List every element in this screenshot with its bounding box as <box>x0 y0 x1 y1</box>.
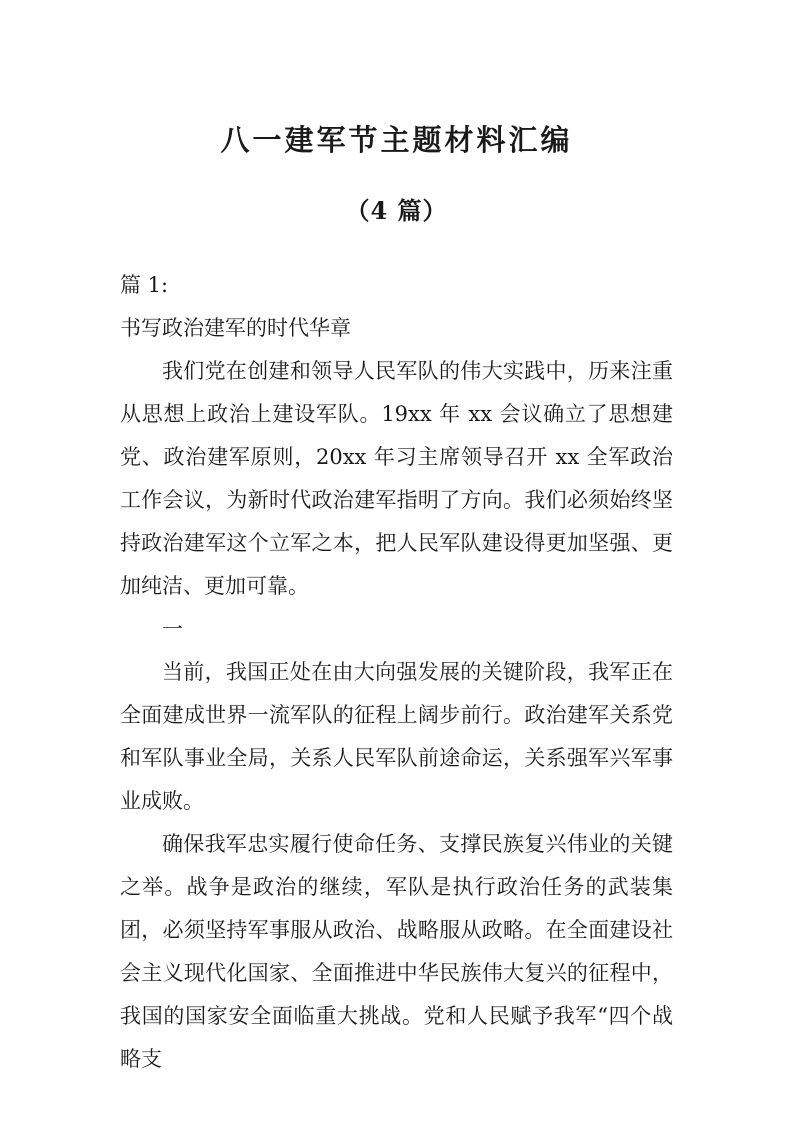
section-label: 篇 1: <box>120 273 169 297</box>
document-subtitle: （4 篇） <box>345 196 448 225</box>
paragraph: 当前，我国正处在由大向强发展的关键阶段，我军正在全面建成世界一流军队的征程上阔步前行。政治建军关系党和军队事业全局，关系人民军队前途命运，关系强军兴军事业成败。 <box>120 660 673 813</box>
document-body <box>120 264 673 1081</box>
paragraph: 我们党在创建和领导人民军队的伟大实践中，历来注重从思想上政治上建设军队。19xx 年 xx 会议确立了思想建党、政治建军原则，20xx 年习主席领导召开 xx 全军政治工作会议，为新时代政治建军指明了方向。我们必须始终坚持政治建军这个立军之本，把人民军队建设得更加坚强、更加纯洁、更加可靠。 <box>120 359 673 598</box>
section-number: 一 <box>162 617 183 641</box>
paragraph: 确保我军忠实履行使命任务、支撑民族复兴伟业的关键之举。战争是政治的继续，军队是执行政治任务的武装集团，必须坚持军事服从政治、战略服从政略。在全面建设社会主义现代化国家、全面推进中华民族伟大复兴的征程中，我国的国家安全面临重大挑战。党和人民赋予我军“四个战略支 <box>120 832 673 1071</box>
article-title: 书写政治建军的时代华章 <box>120 316 351 340</box>
document-title: 八一建军节主题材料汇编 <box>220 123 573 157</box>
